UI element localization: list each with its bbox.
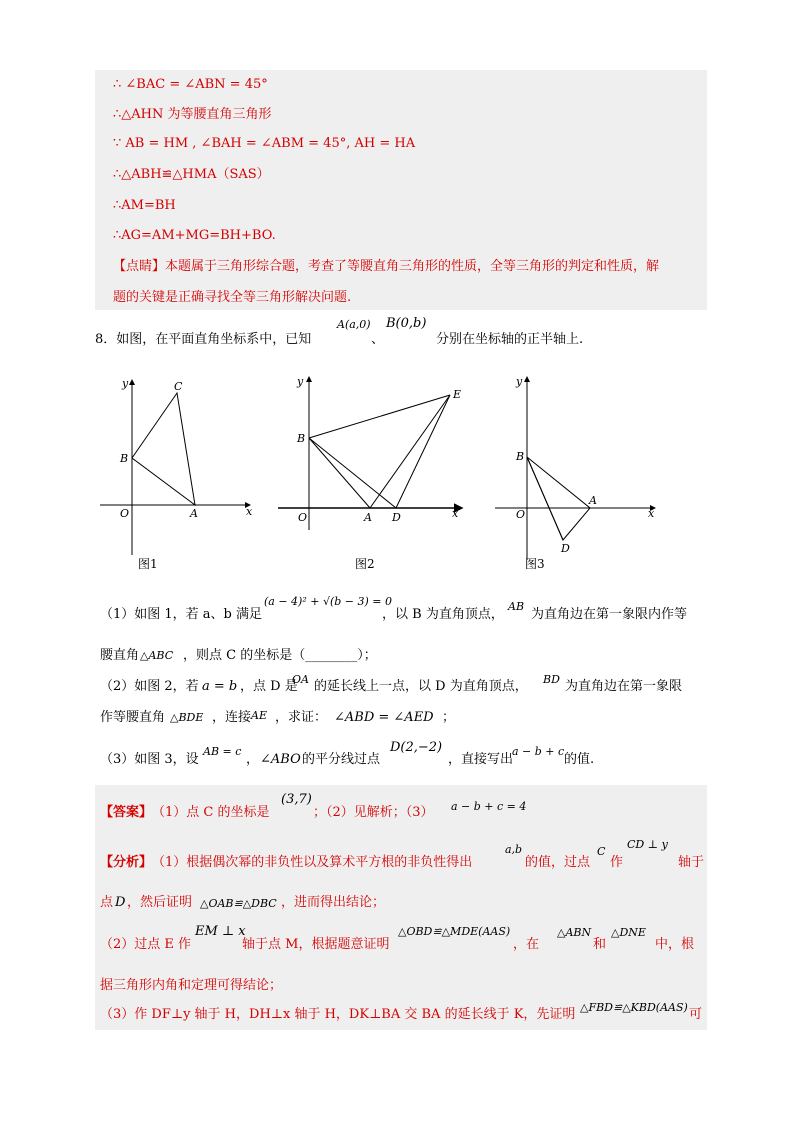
part-1-text-c: 为直角边在第一象限内作等 (531, 607, 688, 622)
answer-text-b: ；（2）见解析；（3） (313, 805, 434, 820)
part-1-equation: (a − 4)² + √(b − 3) = 0 (264, 595, 393, 608)
analysis-1-text-e: 点 (100, 895, 114, 910)
analysis-2-perp: EM ⊥ x (195, 924, 246, 939)
svg-text:A: A (190, 507, 198, 520)
svg-text:A: A (589, 494, 597, 507)
step-line-6: ∴AG=AM+MG=BH+BO. (113, 228, 276, 243)
figure-2 (278, 375, 462, 530)
analysis-2-text-e: 中，根 (655, 937, 695, 952)
figures (0, 365, 800, 585)
part-3-text-d: ，直接写出 (448, 752, 514, 767)
analysis-1-text-g: ，进而得出结论； (281, 895, 386, 910)
part-3-text-c: 的平分线过点 (302, 752, 381, 767)
analysis-1-congruence: △OAB≌△DBC (200, 897, 277, 910)
question-8-intro: 8．如图，在平面直角坐标系中，已知 (95, 332, 312, 347)
analysis-2-text-d: 和 (593, 937, 607, 952)
point-a-label: A(a,0) (337, 318, 371, 331)
analysis-2-congruence: △OBD≌△MDE(AAS) (398, 925, 511, 938)
svg-text:O: O (516, 508, 526, 521)
analysis-1-c: C (597, 845, 606, 858)
part-2-bd: BD (543, 673, 560, 686)
analysis-1-text-c: 作 (610, 855, 624, 870)
figure-3 (495, 375, 655, 560)
part-2-triangle: △BDE (170, 711, 204, 724)
part-2-text-f: ，连接 (212, 710, 252, 725)
figure-1-caption: 图1 (138, 557, 158, 571)
answer-text-a: （1）点 C 的坐标是 (152, 805, 270, 820)
part-3-text-a: （3）如图 3，设 (100, 752, 199, 767)
svg-text:O: O (298, 511, 308, 524)
step-line-3: ∵ AB = HM , ∠BAH = ∠ABM = 45°, AH = HA (113, 136, 416, 151)
analysis-1-d: D (115, 895, 126, 910)
part-3-text-e: 的值. (564, 752, 595, 767)
part-2-text-b: ，点 D 是 (240, 679, 298, 694)
analysis-3-text-b: 可 (689, 1007, 703, 1022)
analysis-2-triangle-1: △ABN (557, 926, 592, 939)
figure-2-caption: 图2 (355, 557, 375, 571)
svg-text:x: x (648, 507, 655, 520)
part-1-text-b: ，以 B 为直角顶点， (382, 607, 504, 622)
part-1-ab: AB (508, 600, 525, 613)
svg-text:x: x (246, 505, 253, 518)
analysis-2-text-b: 轴于点 M，根据题意证明 (242, 937, 390, 952)
analysis-2-triangle-2: △DNE (611, 926, 646, 939)
analysis-2-text-c: ，在 (513, 937, 540, 952)
analysis-1-text-a: （1）根据偶次幂的非负性以及算术平方根的非负性得出 (152, 855, 473, 870)
step-line-4: ∴△ABH≌△HMA（SAS） (113, 167, 270, 182)
answer-value: a − b + c = 4 (451, 800, 527, 813)
svg-text:x: x (452, 507, 459, 520)
analysis-1-perp: CD ⊥ y (627, 838, 668, 851)
part-2-text-a: （2）如图 2，若 (100, 679, 199, 694)
part-3-expression: a − b + c (512, 745, 565, 758)
figure-3-caption: 图3 (525, 557, 545, 571)
analysis-1-text-d: 轴于 (678, 855, 705, 870)
step-line-5: ∴AM=BH (113, 198, 176, 213)
part-2-oa: OA (292, 673, 309, 686)
answer-tag: 【答案】 (100, 805, 153, 820)
remark-line-1: 【点睛】本题属于三角形综合题，考查了等腰直角三角形的性质，全等三角形的判定和性质，解 (113, 259, 660, 274)
point-b-label: B(0,b) (386, 316, 427, 331)
part-2-ae: AE (251, 709, 267, 722)
svg-text:D: D (392, 511, 401, 524)
part-2-text-g: ，求证： (275, 710, 328, 725)
analysis-1-ab: a,b (505, 843, 523, 856)
part-3-angle: ∠ABO (260, 752, 301, 767)
step-line-2: ∴△AHN 为等腰直角三角形 (113, 107, 272, 122)
part-1-text-a: （1）如图 1，若 a、b 满足 (100, 607, 263, 622)
svg-text:y: y (297, 375, 304, 388)
part-3-equation: AB = c (203, 745, 242, 758)
part-2-text-d: 为直角边在第一象限 (565, 679, 683, 694)
svg-text:y: y (516, 375, 523, 388)
analysis-3-text-a: （3）作 DF⊥y 轴于 H，DH⊥x 轴于 H，DK⊥BA 交 BA 的延长线于 K，先证明 (100, 1007, 576, 1022)
part-1-text-e: ，则点 C 的坐标是（________）； (183, 648, 377, 663)
step-line-1: ∴ ∠BAC = ∠ABN = 45° (113, 77, 268, 92)
solution-box-1 (95, 70, 707, 310)
part-2-proof-goal: ∠ABD = ∠AED (334, 710, 434, 725)
answer-point: (3,7) (281, 792, 312, 807)
part-1-text-d: 腰直角 (100, 648, 140, 663)
analysis-1-text-b: 的值，过点 (525, 855, 591, 870)
part-3-point-d: D(2,−2) (390, 740, 443, 755)
svg-text:D: D (561, 542, 570, 555)
solution-box-2 (95, 785, 707, 1030)
svg-text:E: E (453, 388, 462, 401)
svg-text:B: B (120, 452, 129, 465)
remark-line-2: 题的关键是正确寻找全等三角形解决问题. (113, 290, 352, 305)
svg-text:O: O (120, 507, 130, 520)
svg-text:y: y (122, 377, 129, 390)
question-8-intro-end: 分别在坐标轴的正半轴上. (436, 332, 584, 347)
part-2-text-h: ； (442, 710, 456, 725)
part-2-equation: a = b (202, 679, 238, 694)
analysis-tag: 【分析】 (100, 855, 153, 870)
svg-text:B: B (297, 432, 306, 445)
svg-text:A: A (364, 511, 372, 524)
analysis-2-text-a: （2）过点 E 作 (100, 937, 192, 952)
part-2-text-e: 作等腰直角 (100, 710, 166, 725)
svg-text:C: C (174, 380, 183, 393)
separator: 、 (371, 332, 385, 347)
figure-1 (100, 377, 253, 555)
analysis-2-text-f: 据三角形内角和定理可得结论； (100, 978, 283, 993)
part-3-text-b: ， (246, 752, 260, 767)
part-1-triangle: △ABC (140, 649, 174, 662)
part-2-text-c: 的延长线上一点，以 D 为直角顶点， (314, 679, 528, 694)
svg-text:B: B (516, 450, 525, 463)
analysis-3-congruence: △FBD≌△KBD(AAS) (580, 1001, 688, 1014)
analysis-1-text-f: ，然后证明 (127, 895, 193, 910)
